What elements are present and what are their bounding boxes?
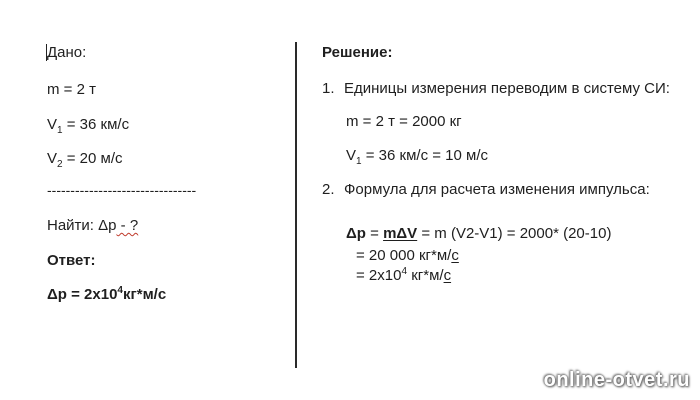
conversion-mass: m = 2 т = 2000 кг [346,113,462,130]
answer-value: $\Delta p = 2х10^4кг*м/с$ [47,285,167,303]
formula-line-2: = 20 000 кг*м/с [356,247,459,264]
find-line: Найти: Δp - ? [47,217,139,234]
step-2: 2. Формула для расчета изменения импульса: [322,181,650,198]
formula-line-3: = $2х10^4$ кг*м/с [356,266,452,284]
given-label: Дано: [47,44,87,61]
conversion-v1: $V_1 = 36$ км/с = 10 м/с [346,147,488,167]
formula-line-1: Δp = mΔV = m (V2-V1) = 2000* (20-10) [346,225,612,242]
given-v2: $V_2 = 20$ м/с [47,150,123,170]
column-divider [295,42,297,368]
answer-label: Ответ: [47,252,96,269]
step-1: 1. Единицы измерения переводим в систему СИ: [322,80,670,97]
solution-label: Решение: [322,44,393,61]
separator-dashes: -------------------------------- [47,182,197,198]
site-watermark: online-otvet.ru [543,369,690,391]
given-v1: $V_1 = 36$ км/с [47,116,130,136]
given-mass: m = 2 т [47,81,96,98]
